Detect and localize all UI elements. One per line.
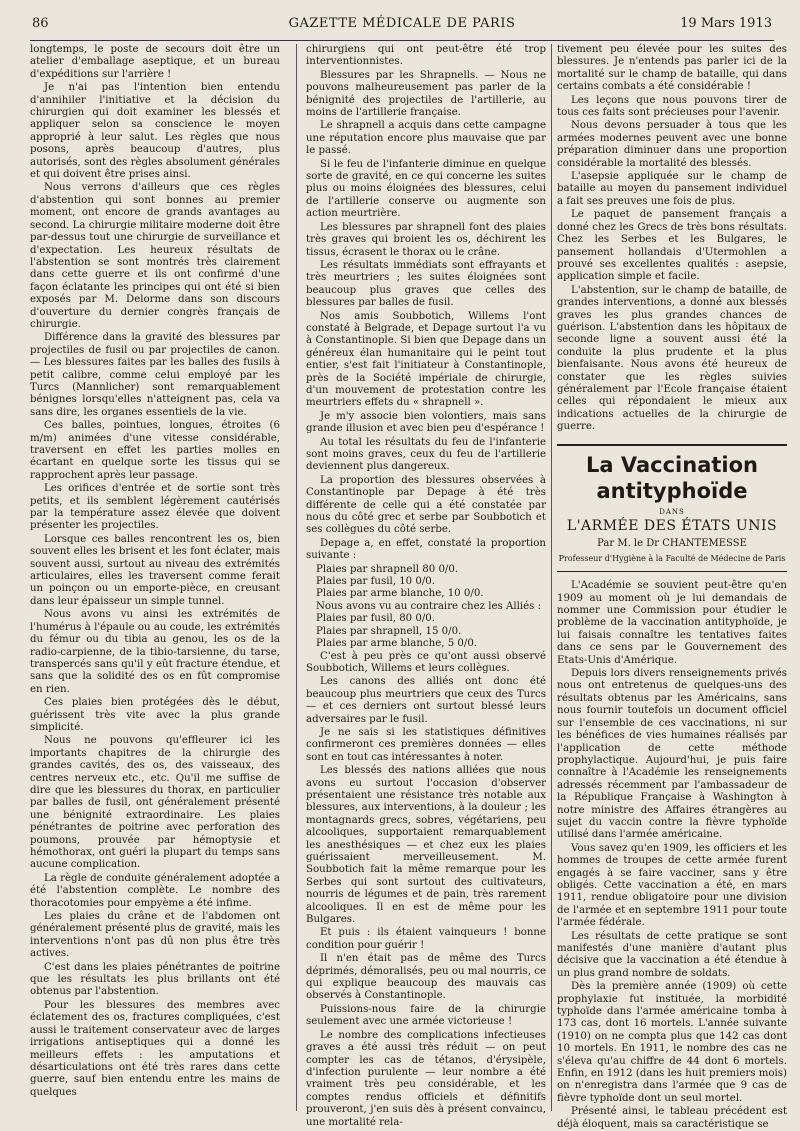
column-3 <box>557 44 787 1130</box>
paragraph: Nous avons vu ainsi les extrémités de l'humérus à l'épaule ou au coude, les extrémités du fémur ou du tibia au genou, les os de la radio-carpienne, de la tibio-tarsienne, du tarse, transpercés sans qu'il y eût fracture étendue, et sans que la solidité des os en fût compromise en rien. <box>30 609 280 695</box>
article-dans: DANS <box>659 507 685 516</box>
column-1 <box>30 44 280 1111</box>
paragraph: Je n'ai pas l'intention bien entendu d'annihiler l'initiative et la décision du chirurgien qui doit examiner les blessés et appliquer selon sa conscience le moyen approprié à leur salut. Les règles que nous posons, après beaucoup d'autres, plus autorisés, sont des règles absolument générales et qui doivent être prises ainsi. <box>30 82 280 181</box>
paragraph: Au total les résultats du feu de l'infanterie sont moins graves, ceux du feu de l'artillerie deviennent plus dangereux. <box>306 436 546 473</box>
paragraph: Les orifices d'entrée et de sortie sont très petits, et ils semblent légèrement cautérisés par la température assez élevée que doivent présenter les projectiles. <box>30 483 280 532</box>
paragraph: Puissions-nous faire de la chirurgie seulement avec une armée victorieuse ! <box>306 1003 546 1028</box>
paragraph: Les blessures par shrapnell font des plaies très graves qui broient les os, déchirent les tissus, écrasent le thorax ou le crâne. <box>306 221 546 258</box>
column-divider <box>296 44 297 1111</box>
column-2 <box>306 44 546 1128</box>
paragraph: Nous devons persuader à tous que les armées modernes peuvent avec une bonne préparation diminuer dans une proportion considérable la mortalité des blessés. <box>557 120 787 169</box>
paragraph: Le paquet de pansement français a donné chez les Grecs de très bons résultats. Chez les Serbes et les Bulgares, le pansement hollandais d'Utermohlen a prouvé ses excellentes qualités : asepsie, application simple et facile. <box>557 209 787 283</box>
paragraph: Nous ne pouvons qu'effleurer ici les importants chapitres de la chirurgie des grandes cavités, des os, des vaisseaux, des centres nerveux etc., etc. Qu'il me suffise de dire que les blessures du thorax, en particulier par balles de fusil, ont généralement présenté une bénignité extraordinaire. Les plaies pénétrantes de poitrine avec perforation des poumons, prouvée par hémoptysie et hémothorax, ont guéri la plupart du temps sans aucune complication. <box>30 735 280 871</box>
paragraph: Blessures par les Shrapnells. — Nous ne pouvons malheureusement pas parler de la bénignité des projectiles de l'artillerie, au moins de l'artillerie française. <box>306 69 546 119</box>
statistics-list <box>306 564 546 651</box>
paragraph: C'est dans les plaies pénétrantes de poitrine que les résultats les plus brillants ont été obtenus par l'abstention. <box>30 961 280 998</box>
paragraph: Je ne sais si les statistiques définitives confirmeront ces premières données — elles sont en tout cas intéressantes à noter. <box>306 726 546 763</box>
paragraph: Lorsque ces balles rencontrent les os, bien souvent elles les brisent et les font éclater, mais souvent aussi, surtout au niveau des extrémités articulaires, elles les traversent comme ferait un poinçon ou un emporte-pièce, en creusant dans leur épaisseur un simple tunnel. <box>30 533 280 607</box>
paragraph: C'est à peu près ce qu'ont aussi observé Soubbotich, Willems et leurs collègues. <box>306 650 546 674</box>
paragraph: Les résultats de cette pratique se sont manifestés d'une manière d'autant plus décisive que la vaccination a été étendue à un plus grand nombre de soldats. <box>557 930 787 979</box>
paragraph: Vous savez qu'en 1909, les officiers et les hommes de troupes de cette armée furent engagés à se faire vacciner, sans y être obligés. Cette vaccination a été, en mars 1911, rendue obligatoire pour une division de l'armée et en septembre 1911 pour toute l'armée fédérale. <box>557 842 787 929</box>
paragraph: Je m'y associe bien volontiers, mais sans grande illusion et avec bien peu d'espérance ! <box>306 410 546 435</box>
statistic-intro: Nous avons vu au contraire chez les Alliés : <box>316 600 542 612</box>
paragraph: La proportion des blessures observées à Constantinople par Depage à été très différente de celle qui a été constatée par nous du côté grec et serbe par Soubbotich et ses collègues du côté serbe. <box>306 474 546 536</box>
paragraph: Les leçons que nous pouvons tirer de tous ces faits sont précieuses pour l'avenir. <box>557 94 787 119</box>
paragraph: Pour les blessures des membres avec éclatement des os, fractures compliquées, c'est aussi le traitement conservateur avec de larges irrigations antiseptiques qui a donné les meilleurs effets : les amputations et désarticulations ont été très rares dans cette guerre, sauf bien entendu entre les mains de quelques <box>30 999 280 1098</box>
paragraph: Depage a, en effet, constaté la proportion suivante : <box>306 537 546 562</box>
paragraph: Les canons des alliés ont donc été beaucoup plus meurtriers que ceux des Turcs — et ces derniers ont surtout blessé leurs adversaires par le fusil. <box>306 676 546 725</box>
issue-date: 19 Mars 1913 <box>680 16 772 31</box>
page-header <box>30 14 774 41</box>
paragraph: Depuis lors divers renseignements privés nous ont entretenus de quelques-uns des résultats obtenus par les Américains, sans nous fournir toutefois un document officiel sur l'ensemble de ces vaccinations, ni sur les bénéfices de vies humaines réalisés par l'application de cette méthode prophylactique. Aujourd'hui, je puis faire connaître à l'Académie les renseignements adressés récemment par l'ambassadeur de la République Française à Washington à notre ministre des Affaires étrangères au sujet du vaccin contre la fièvre typhoïde utilisé dans l'armée américaine. <box>557 668 787 841</box>
paragraph: La règle de conduite généralement adoptée a été l'abstention complète. Le nombre des thoracotomies pour empyème a été infime. <box>30 872 280 909</box>
article-author: Par M. le Dr CHANTEMESSE <box>597 538 747 550</box>
statistic-line: Plaies par shrapnell, 15 0/0. <box>316 625 462 637</box>
paragraph: Il n'en était pas de même des Turcs déprimés, démoralisés, peu ou mal nourris, ce qui explique beaucoup des mauvais cas observés à Constantinople. <box>306 953 546 1002</box>
paragraph: longtemps, le poste de secours doit être un atelier d'emballage aseptique, et un bureau d'expéditions sur l'arrière ! <box>30 44 280 80</box>
paragraph: Les résultats immédiats sont effrayants et très meurtriers ; les suites éloignées sont beaucoup plus graves que celles des blessures par balles de fusil. <box>306 259 546 309</box>
paragraph: Nous verrons d'ailleurs que ces règles d'abstention qui sont bonnes au premier moment, ont encore de grands avantages au second. La chirurgie militaire moderne doit être par-dessus tout une chirurgie de surveillance et d'expectation. Les heureux résultats de l'abstention se sont montrés très clairement dans cette guerre et ils ont confirmé d'une façon éclatante les principes qui ont été si bien exposés par M. Delorme dans son discours d'ouverture du dernier congrès français de chirurgie. <box>30 182 280 330</box>
statistic-line: Plaies par fusil, 80 0/0. <box>316 613 436 625</box>
journal-title: GAZETTE MÉDICALE DE PARIS <box>288 16 516 31</box>
paragraph: Nos amis Soubbotich, Willems l'ont constaté à Belgrade, et Depage surtout l'a vu à Constantinople. Si bien que Depage dans un généreux élan humanitaire qui le peint tout entier, s'est fait l'initiateur à Constantinople, près de la Société impériale de chirurgie, d'un mouvement de protestation contre les meurtriers effets du « shrapnell ». <box>306 310 546 409</box>
paragraph: L'asepsie appliquée sur le champ de bataille au moyen du pansement individuel a fait ses preuves une fois de plus. <box>557 171 787 207</box>
article-title: La Vaccination antityphoïde <box>586 452 758 503</box>
paragraph: Différence dans la gravité des blessures par projectiles de fusil ou par projectiles de canon. — Les blessures faites par les balles des fusils à petit calibre, comme celui employé par les Turcs (Mannlicher) sont remarquablement bénignes lorsqu'elles n'atteignent pas, cela va sans dire, les organes essentiels de la vie. <box>30 332 280 418</box>
paragraph: Le nombre des complications infectieuses graves a été aussi très réduit — on peut compter les cas de tétanos, d'érysipèle, d'infection purulente — leur nombre a été vraiment très peu considérable, et les comptes rendus officiels et définitifs prouveront, j'en suis dès à présent convaincu, une mortalité rela- <box>306 1029 546 1128</box>
author-role: Professeur d'Hygiène à la Faculté de Médecine de Paris <box>558 553 786 563</box>
article-heading <box>557 444 787 573</box>
paragraph: Les plaies du crâne et de l'abdomen ont généralement présenté plus de gravité, mais les interventions n'ont pas dû non plus être très actives. <box>30 911 280 960</box>
statistic-line: Plaies par fusil, 10 0/0. <box>316 576 436 588</box>
statistic-line: Plaies par shrapnell 80 0/0. <box>316 563 459 575</box>
paragraph: L'abstention, sur le champ de bataille, de grandes interventions, a donné aux blessés graves les plus grandes chances de guérison. L'abstention dans les hôpitaux de seconde ligne a souvent aussi été la conduite la plus prudente et la plus bienfaisante. Nous avons été heureux de constater que les règles suivies généralement par l'Ecole française étaient celles qui répondaient le mieux aux indications actuelles de la chirurgie de guerre. <box>557 284 787 433</box>
paragraph: Et puis : ils étaient vainqueurs ! bonne condition pour guérir ! <box>306 927 546 951</box>
paragraph: L'Académie se souvient peut-être qu'en 1909 au moment où je lui demandais de nommer une Commission pour étudier le problème de la vaccination antityphoïde, je lui faisais connaître les tentatives faites dans ce sens par le Gouvernement des Etats-Unis d'Amérique. <box>557 580 787 666</box>
statistic-line: Plaies par arme blanche, 10 0/0. <box>316 588 484 600</box>
page-number: 86 <box>32 16 49 31</box>
column-divider <box>551 44 552 1111</box>
paragraph: Dès la première année (1909) où cette prophylaxie fut instituée, la morbidité typhoïde dans l'armée américaine tomba à 173 cas, dont 16 mortels. L'année suivante (1910) on ne compta plus que 142 cas dont 10 mortels. En 1911, le nombre des cas ne s'éleva qu'au chiffre de 44 dont 6 mortels. Enfin, en 1912 (dans les huit premiers mois) on n'enregistra dans l'armée que 9 cas de fièvre typhoïde dont un seul mortel. <box>557 981 787 1104</box>
paragraph: chirurgiens qui ont peut-être été trop interventionnistes. <box>306 44 546 68</box>
statistic-line: Plaies par arme blanche, 5 0/0. <box>316 638 478 650</box>
paragraph: Présenté ainsi, le tableau précédent est déjà éloquent, mais sa caractéristique se <box>557 1106 787 1130</box>
paragraph: Ces plaies bien protégées dès le début, guérissent très vite avec la plus grande simplicité. <box>30 697 280 733</box>
article-subtitle: L'ARMÉE DES ÉTATS UNIS <box>566 518 778 534</box>
paragraph: tivement peu élevée pour les suites des blessures. Je n'entends pas parler ici de la mortalité sur le champ de bataille, qui dans certains combats a été considérable ! <box>557 44 787 93</box>
paragraph: Les blessés des nations alliées que nous avons eu surtout l'occasion d'observer présentaient une résistance très notable aux blessures, aux interventions, à la douleur ; les montagnards grecs, sobres, végétariens, peu alcooliques, supportaient remarquablement les anesthésiques — et chez eux les plaies guérissaient merveilleusement. M. Soubbotich fait la même remarque pour les Serbes qui sont surtout des cultivateurs, nourris de légumes et de pain, très rarement alcooliques. Il en est de même pour les Bulgares. <box>306 765 546 926</box>
paragraph: Le shrapnell a acquis dans cette campagne une réputation encore plus mauvaise que par le passé. <box>306 120 546 157</box>
paragraph: Si le feu de l'infanterie diminue en quelque sorte de gravité, en ce qui concerne les suites plus ou moins éloignées des blessures, celui de l'artillerie conserve ou augmente son action meurtrière. <box>306 158 546 220</box>
paragraph: Ces balles, pointues, longues, étroites (6 m/m) animées d'une vitesse considérable, traversent en effet les parties molles en écartant en quelque sorte les tissus qui se rapprochent après leur passage. <box>30 420 280 481</box>
